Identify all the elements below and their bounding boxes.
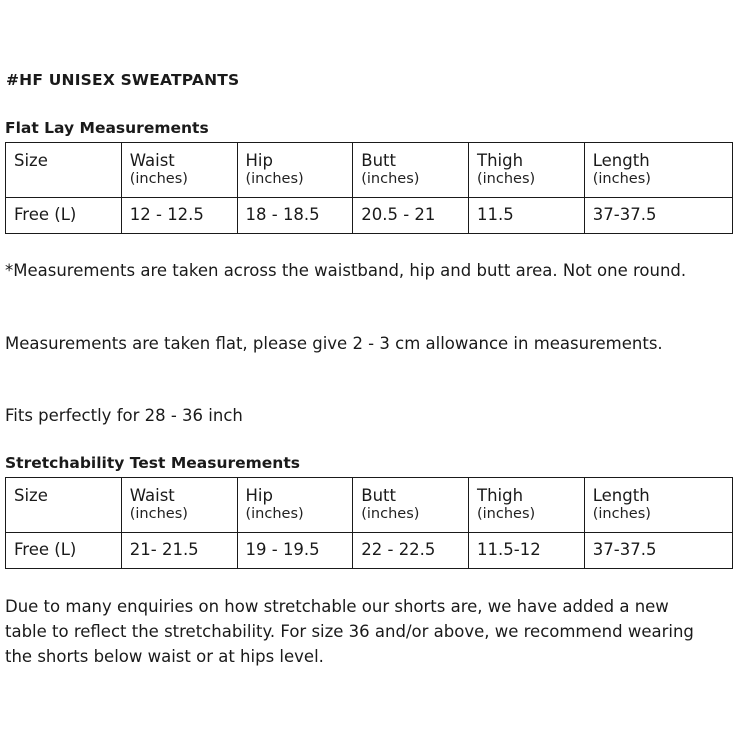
cell-hip: 18 - 18.5 [237,198,353,234]
cell-thigh: 11.5 [469,198,585,234]
cell-waist: 12 - 12.5 [121,198,237,234]
cell-thigh: 11.5-12 [469,533,585,569]
cell-hip: 19 - 19.5 [237,533,353,569]
table-row [6,533,733,569]
table-header-row [6,478,733,533]
cell-butt: 20.5 - 21 [353,198,469,234]
unit-label: (inches) [245,171,304,187]
header-cell-hip: Hip (inches) [237,478,353,533]
table-row [6,198,733,234]
header-cell-butt: Butt (inches) [353,478,469,533]
unit-label: (inches) [592,171,651,187]
header-cell-thigh: Thigh (inches) [469,143,585,198]
note-fit-range: Fits perfectly for 28 - 36 inch [5,406,243,425]
unit-label: (inches) [361,506,420,522]
cell-butt: 22 - 22.5 [353,533,469,569]
unit-label: (inches) [477,506,536,522]
unit-label: (inches) [245,506,304,522]
unit-label: (inches) [129,506,188,522]
header-cell-waist: Waist (inches) [121,143,237,198]
header-cell-length: Length (inches) [584,143,732,198]
cell-length: 37-37.5 [584,533,732,569]
flat-lay-heading: Flat Lay Measurements [5,119,209,137]
cell-size: Free (L) [6,198,122,234]
header-cell-thigh: Thigh (inches) [469,478,585,533]
header-cell-hip: Hip (inches) [237,143,353,198]
stretch-table [5,477,733,569]
note-stretchability: Due to many enquiries on how stretchable our shorts are, we have added a new table to reflect the stretchability. For size 36 and/or above, we recommend wearing the shorts below waist or at hips level. [5,597,694,666]
unit-label: (inches) [477,171,536,187]
cell-waist: 21- 21.5 [121,533,237,569]
stretch-heading: Stretchability Test Measurements [5,454,300,472]
header-cell-size: Size [6,143,122,198]
header-cell-size: Size [6,478,122,533]
flat-lay-table [5,142,733,234]
cell-length: 37-37.5 [584,198,732,234]
header-cell-length: Length (inches) [584,478,732,533]
table-header-row [6,143,733,198]
unit-label: (inches) [592,506,651,522]
unit-label: (inches) [129,171,188,187]
header-cell-butt: Butt (inches) [353,143,469,198]
unit-label: (inches) [361,171,420,187]
note-measurement-method: *Measurements are taken across the waistband, hip and butt area. Not one round. [5,261,687,280]
cell-size: Free (L) [6,533,122,569]
header-cell-waist: Waist (inches) [121,478,237,533]
page-title: #HF UNISEX SWEATPANTS [6,71,240,89]
note-allowance: Measurements are taken flat, please give 2 - 3 cm allowance in measurements. [5,334,663,353]
